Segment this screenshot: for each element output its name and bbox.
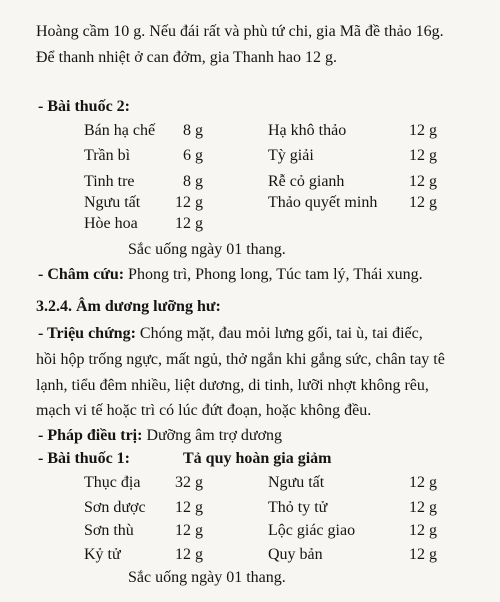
bt1-usage: Sắc uống ngày 01 thang.	[128, 569, 286, 586]
bt2-herb-dose: 8 g	[183, 173, 203, 190]
treatment-label: - Pháp điều trị:	[38, 427, 143, 444]
bt1-herb-dose: 12 g	[175, 522, 203, 539]
bt1-name: Tả quy hoàn gia giảm	[183, 450, 332, 467]
bt1-herb-name: Thỏ ty tử	[268, 499, 328, 516]
bt2-usage: Sắc uống ngày 01 thang.	[128, 241, 286, 258]
bt2-herb-name: Tỳ giải	[268, 147, 314, 164]
bt1-herb-name: Thục địa	[84, 474, 141, 491]
acupuncture-label: - Châm cứu:	[38, 266, 125, 283]
bt2-herb-dose: 12 g	[409, 147, 437, 164]
acupuncture-points: Phong trì, Phong long, Túc tam lý, Thái xung.	[128, 266, 423, 283]
bt2-label: - Bài thuốc 2:	[38, 98, 130, 115]
bt1-herb-dose: 12 g	[409, 474, 437, 491]
bt1-herb-name: Sơn thù	[84, 522, 134, 539]
bt2-herb-name: Bán hạ chế	[84, 122, 156, 139]
bt2-herb-name: Hòe hoa	[84, 215, 138, 232]
bt2-herb-dose: 8 g	[183, 122, 203, 139]
bt1-herb-dose: 12 g	[409, 546, 437, 563]
bt2-herb-name: Thảo quyết minh	[268, 194, 378, 211]
bt1-herb-name: Quy bản	[268, 546, 323, 563]
bt2-herb-dose: 12 g	[409, 194, 437, 211]
symptoms-label: - Triệu chứng:	[38, 325, 136, 342]
bt2-herb-dose: 12 g	[175, 215, 203, 232]
bt2-herb-dose: 12 g	[409, 122, 437, 139]
bt2-herb-name: Ngưu tất	[84, 194, 141, 211]
section-heading: 3.2.4. Âm dương lưỡng hư:	[36, 298, 221, 315]
bt2-herb-name: Hạ khô thảo	[268, 122, 347, 139]
bt1-herb-dose: 12 g	[409, 499, 437, 516]
bt1-herb-name: Lộc giác giao	[268, 522, 356, 539]
bt2-herb-name: Trần bì	[84, 147, 131, 164]
symptoms-line-2: hồi hộp trống ngực, mất ngủ, thở ngắn khi gắng sức, chân tay tê	[36, 351, 445, 368]
symptoms-text-1: Chóng mặt, đau mỏi lưng gối, tai ù, tai điếc,	[139, 325, 423, 342]
intro-line-2: Để thanh nhiệt ở can đởm, gia Thanh hao 12 g.	[36, 49, 337, 66]
bt1-label: - Bài thuốc 1:	[38, 450, 130, 467]
bt1-herb-dose: 12 g	[409, 522, 437, 539]
symptoms-line-3: lạnh, tiểu đêm nhiều, liệt dương, di tinh, lưỡi nhợt không rêu,	[36, 377, 429, 394]
bt2-herb-dose: 6 g	[183, 147, 203, 164]
bt1-herb-name: Kỷ tử	[84, 546, 121, 563]
bt2-herb-name: Rễ cỏ gianh	[268, 173, 345, 190]
symptoms-line-4: mạch vi tế hoặc trì có lúc đứt đoạn, hoặc không đều.	[36, 402, 372, 419]
bt2-herb-dose: 12 g	[175, 194, 203, 211]
bt1-herb-name: Sơn dược	[84, 499, 146, 516]
bt1-herb-name: Ngưu tất	[268, 474, 325, 491]
bt1-herb-dose: 32 g	[175, 474, 203, 491]
bt2-herb-dose: 12 g	[409, 173, 437, 190]
treatment-line	[38, 426, 282, 446]
bt2-herb-name: Tinh tre	[84, 173, 135, 190]
acupuncture-line	[38, 265, 423, 285]
bt1-herb-dose: 12 g	[175, 499, 203, 516]
symptoms-line-1	[38, 324, 423, 344]
bt1-herb-dose: 12 g	[175, 546, 203, 563]
treatment-text: Dưỡng âm trợ dương	[146, 427, 283, 444]
intro-line-1: Hoàng cầm 10 g. Nếu đái rất và phù tứ chi, gia Mã đề thảo 16g.	[36, 23, 444, 40]
